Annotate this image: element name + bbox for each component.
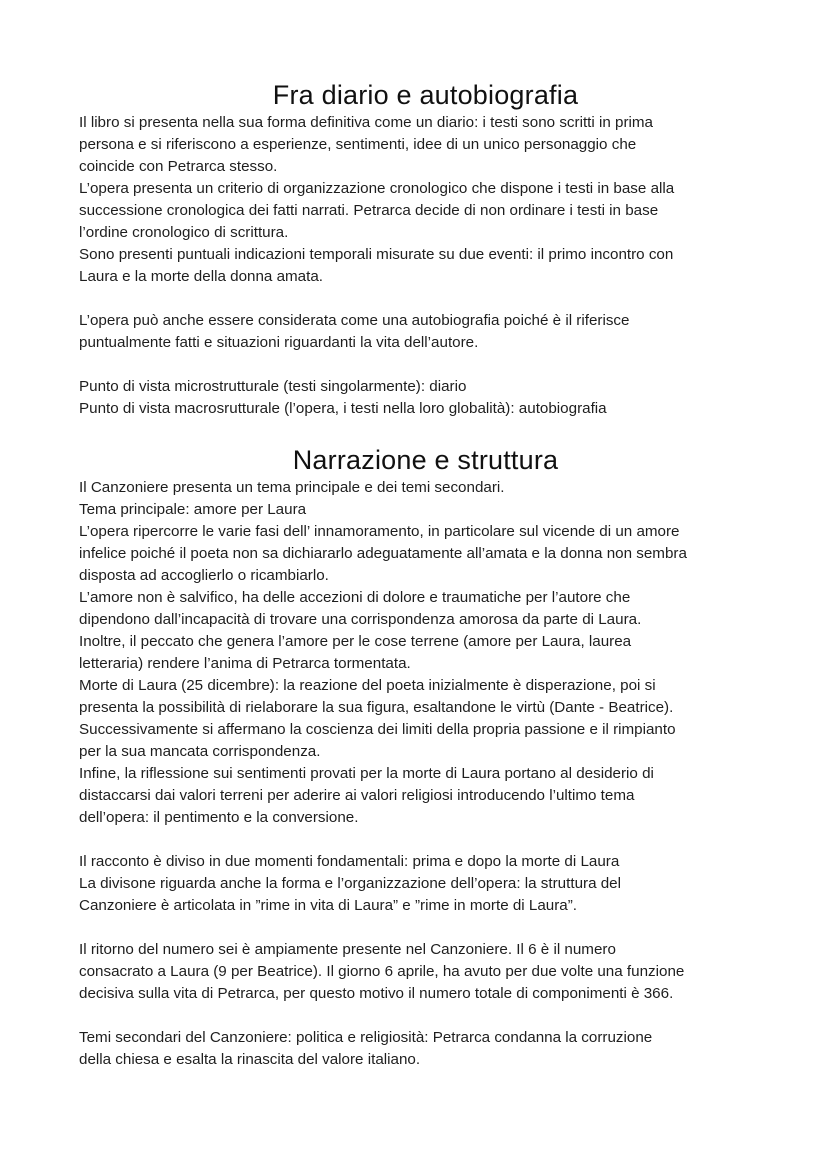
text-line: presenta la possibilità di rielaborare la sua figura, esaltandone le virtù (Dante - Beatrice).	[79, 699, 674, 716]
text-line: Temi secondari del Canzoniere: politica e religiosità: Petrarca condanna la corruzione	[79, 1029, 653, 1046]
text-line: Punto di vista microstrutturale (testi singolarmente): diario	[79, 378, 467, 395]
paragraph-gap	[79, 354, 768, 376]
paragraph-gap	[79, 1005, 768, 1027]
text-line: L’opera ripercorre le varie fasi dell’ innamoramento, in particolare sul vicende di un amore	[79, 523, 680, 540]
text-line: l’ordine cronologico di scrittura.	[79, 224, 289, 241]
text-line: Canzoniere è articolata in ”rime in vita di Laura” e ”rime in morte di Laura”.	[79, 897, 578, 914]
text-line: Morte di Laura (25 dicembre): la reazione del poeta inizialmente è disperazione, poi si	[79, 677, 656, 694]
text-line: Il ritorno del numero sei è ampiamente presente nel Canzoniere. Il 6 è il numero	[79, 941, 616, 958]
text-line: Sono presenti puntuali indicazioni temporali misurate su due eventi: il primo incontro con	[79, 246, 674, 263]
section-title-narrazione-struttura: Narrazione e struttura	[292, 445, 559, 475]
paragraph-gap	[79, 829, 768, 851]
text-line: letteraria) rendere l’anima di Petrarca tormentata.	[79, 655, 411, 672]
text-line: disposta ad accoglierlo o ricambiarlo.	[79, 567, 329, 584]
text-line: puntualmente fatti e situazioni riguardanti la vita dell’autore.	[79, 334, 479, 351]
text-line: infelice poiché il poeta non sa dichiararlo adeguatamente all’amata e la donna non sembra	[79, 545, 687, 562]
text-line: dipendono dall’incapacità di trovare una corrispondenza amorosa da parte di Laura.	[79, 611, 642, 628]
text-line: Laura e la morte della donna amata.	[79, 268, 324, 285]
text-line: L’amore non è salvifico, ha delle accezioni di dolore e traumatiche per l’autore che	[79, 589, 631, 606]
text-line: coincide con Petrarca stesso.	[79, 158, 278, 175]
text-line: Il racconto è diviso in due momenti fondamentali: prima e dopo la morte di Laura	[79, 853, 620, 870]
text-line: L’opera può anche essere considerata come una autobiografia poiché è il riferisce	[79, 312, 630, 329]
text-line: Infine, la riflessione sui sentimenti provati per la morte di Laura portano al desiderio di	[79, 765, 654, 782]
text-line: dell’opera: il pentimento e la conversione.	[79, 809, 359, 826]
section-body-diario-autobiografia	[79, 112, 768, 420]
text-line: Inoltre, il peccato che genera l’amore per le cose terrene (amore per Laura, laurea	[79, 633, 632, 650]
text-line: Il libro si presenta nella sua forma definitiva come un diario: i testi sono scritti in prima	[79, 114, 654, 131]
text-line: consacrato a Laura (9 per Beatrice). Il giorno 6 aprile, ha avuto per due volte una funzione	[79, 963, 685, 980]
text-line: L’opera presenta un criterio di organizzazione cronologico che dispone i testi in base alla	[79, 180, 675, 197]
text-line: persona e si riferiscono a esperienze, sentimenti, idee di un unico personaggio che	[79, 136, 637, 153]
text-line: successione cronologica dei fatti narrati. Petrarca decide di non ordinare i testi in base	[79, 202, 659, 219]
text-line: Tema principale: amore per Laura	[79, 501, 307, 518]
text-line: Successivamente si affermano la coscienza dei limiti della propria passione e il rimpianto	[79, 721, 676, 738]
text-line: Il Canzoniere presenta un tema principale e dei temi secondari.	[79, 479, 505, 496]
text-line: della chiesa e esalta la rinascita del valore italiano.	[79, 1051, 421, 1068]
text-line: distaccarsi dai valori terreni per aderire ai valori religiosi introducendo l’ultimo tema	[79, 787, 635, 804]
section-title-diario-autobiografia: Fra diario e autobiografia	[272, 80, 579, 110]
text-line: Punto di vista macrosrutturale (l’opera, i testi nella loro globalità): autobiografia	[79, 400, 607, 417]
paragraph-gap	[79, 288, 768, 310]
text-line: per la sua mancata corrispondenza.	[79, 743, 321, 760]
text-line: La divisone riguarda anche la forma e l’organizzazione dell’opera: la struttura del	[79, 875, 622, 892]
paragraph-gap	[79, 917, 768, 939]
text-line: decisiva sulla vita di Petrarca, per questo motivo il numero totale di componimenti è 366.	[79, 985, 674, 1002]
section-body-narrazione-struttura	[79, 477, 768, 1071]
